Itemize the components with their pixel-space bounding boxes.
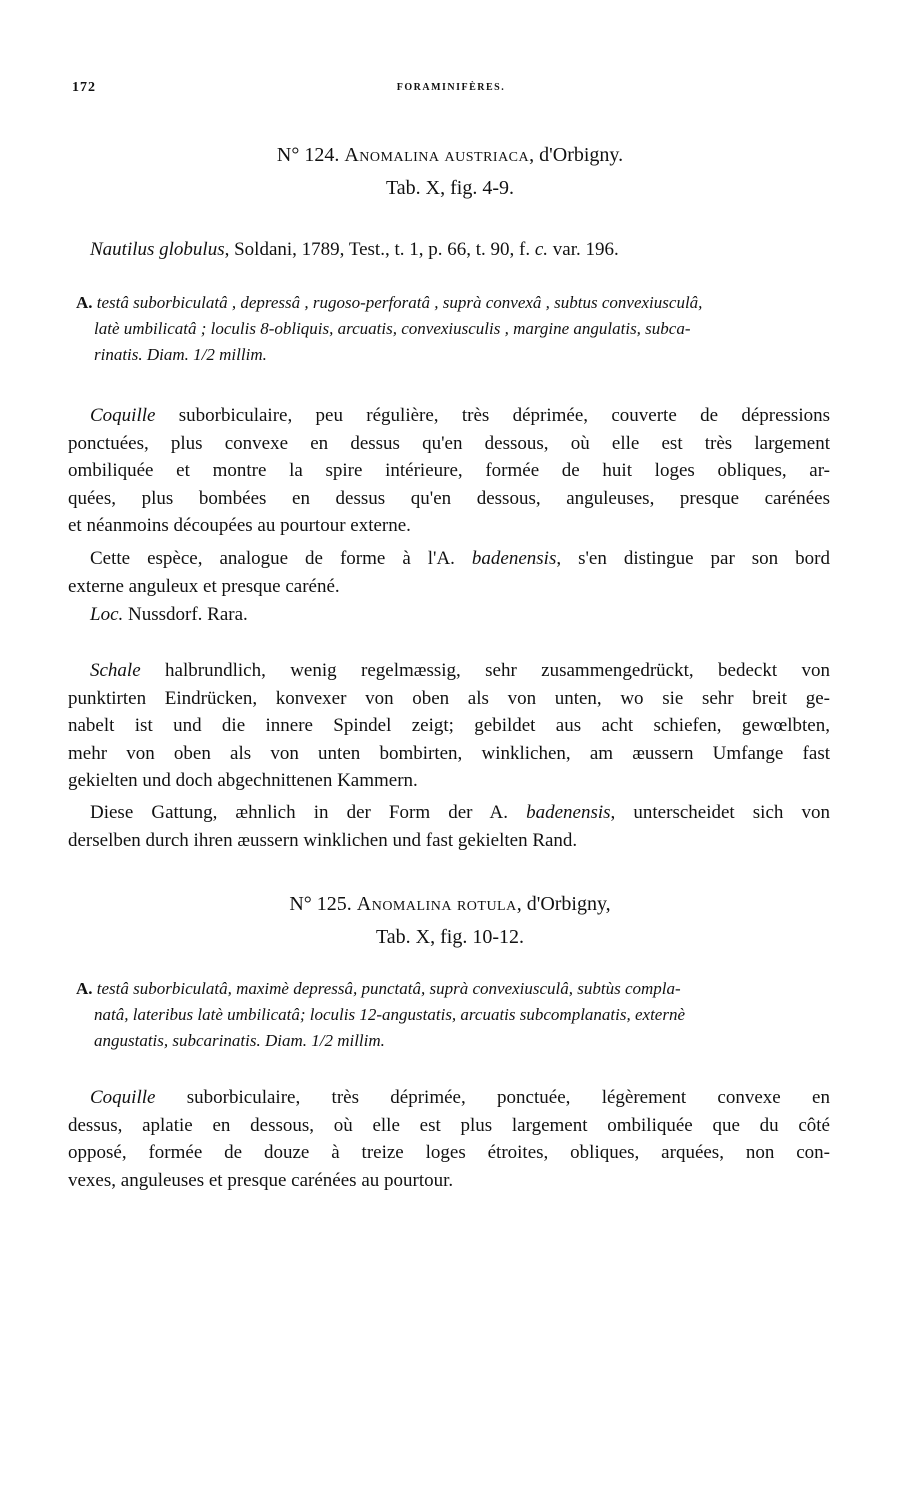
entry-124-genus: Anomalina [344,144,440,166]
text-line: halbrundlich, wenig regelmæssig, sehr zusammengedrückt, bedeckt von [140,660,830,681]
text-line: suborbiculaire, très déprimée, ponctuée, légèrement convexe en [155,1087,830,1108]
synonym-figure-letter: c. [534,239,549,260]
text-line: quées, plus bombées en dessus qu'en dessous, anguleuses, presque carénées [68,487,830,509]
text-segment: , unterscheidet sich von [610,802,830,823]
page-number: 172 [72,80,96,95]
locality-text: Nussdorf. Rara. [123,604,248,625]
entry-124-author: , d'Orbigny. [529,144,624,166]
text-line: et néanmoins découpées au pourtour externe. [68,515,411,536]
diagnosis-line: angustatis, subcarinatis. Diam. 1/2 millim. [94,1031,385,1050]
description-lead: Schale [90,660,141,681]
entry-124-number: N° 124. [276,144,340,166]
entry-125-heading [0,889,900,919]
text-segment: Cette espèce, analogue de forme à l'A. [90,548,472,569]
entry-125-species: rotula [456,893,517,915]
text-line: ponctuées, plus convexe en dessus qu'en dessous, où elle est très largement [68,432,830,454]
text-line: nabelt ist und die innere Spindel zeigt; gebildet aus acht schiefen, gewœlbten, [68,715,830,736]
description-lead: Coquille [90,1087,156,1108]
entry-124-plate: Tab. X, fig. 4-9. [385,177,515,199]
running-title: FORAMINIFÈRES. [396,82,506,93]
text-line: dessus, aplatie en dessous, où elle est plus largement ombiliquée que du côté [68,1114,830,1136]
text-segment: Diese Gattung, æhnlich in der Form der A. [90,802,527,823]
synonym-variety: var. 196. [548,239,619,260]
text-segment: , s'en distingue par son bord [556,548,830,569]
entry-124-french-comparison [68,545,830,600]
entry-125-french-description [68,1084,830,1194]
diagnosis-line: testâ suborbiculatâ , depressâ , rugoso-perforatâ , suprà convexâ , subtus convexiusculâ, [92,293,703,312]
entry-125-number: N° 125. [289,893,352,915]
species-name: badenensis [471,548,557,569]
diagnosis-line: rinatis. Diam. 1/2 millim. [94,345,267,364]
entry-124-synonymy [90,236,830,264]
locality-label: Loc. [90,604,124,625]
text-line: suborbiculaire, peu régulière, très déprimée, couverte de dépressions [155,405,830,426]
species-name: badenensis [526,802,611,823]
entry-124-latin-diagnosis [76,290,832,368]
synonym-reference: , Soldani, 1789, Test., t. 1, p. 66, t. 90, f. [224,239,535,260]
diagnosis-line: natâ, lateribus latè umbilicatâ; loculis 12-angustatis, arcuatis subcomplanatis, externè [94,1005,686,1024]
diagnosis-line: latè umbilicatâ ; loculis 8-obliquis, arcuatis, convexiusculis , margine angulatis, subca- [94,319,691,338]
text-line: vexes, anguleuses et presque carénées au pourtour. [68,1169,454,1191]
text-line: opposé, formée de douze à treize loges étroites, obliques, arquées, non con- [68,1142,830,1163]
text-line: gekielten und doch abgechnittenen Kammern. [68,770,418,791]
entry-124-german-comparison [68,799,830,854]
entry-124-locality [68,601,830,629]
diagnosis-line: testâ suborbiculatâ, maximè depressâ, punctatâ, suprà convexiusculâ, subtùs compla- [92,979,681,998]
description-lead: Coquille [90,405,156,426]
text-line: ombiliquée et montre la spire intérieure, formée de huit loges obliques, ar- [68,460,830,481]
entry-125-plate: Tab. X, fig. 10-12. [375,926,525,948]
entry-124-french-description [68,402,830,540]
synonym-name: Nautilus globulus [90,239,225,260]
diagnosis-lead: A. [76,979,93,998]
text-line: mehr von oben als von unten bombirten, winklichen, am æussern Umfange fast [68,742,830,764]
diagnosis-lead: A. [76,293,93,312]
entry-124-heading [0,140,900,170]
entry-124-species: austriaca [444,144,530,166]
text-line: derselben durch ihren æussern winklichen und fast gekielten Rand. [68,829,578,851]
text-line: externe anguleux et presque caréné. [68,575,340,597]
text-line: punktirten Eindrücken, konvexer von oben als von unten, wo sie sehr breit ge- [68,687,830,709]
entry-125-author: , d'Orbigny, [516,893,611,915]
entry-125-genus: Anomalina [356,893,452,915]
entry-125-latin-diagnosis [76,976,832,1054]
running-head [72,80,830,100]
entry-124-german-description [68,657,830,795]
